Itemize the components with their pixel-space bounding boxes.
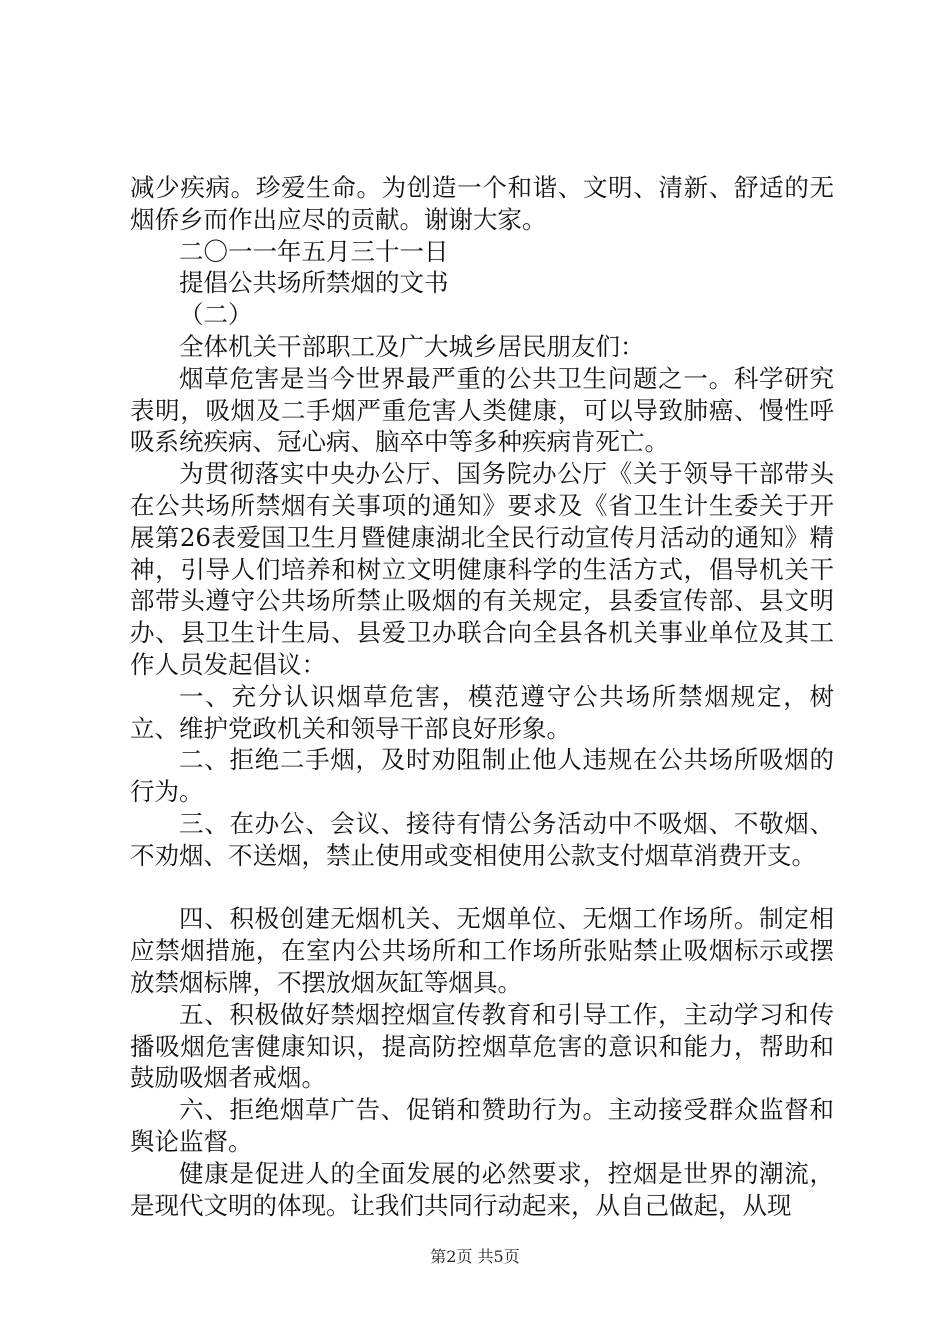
paragraph-item-1: 一、充分认识烟草危害，模范遵守公共场所禁烟规定，树立、维护党政机关和领导干部良好形象。	[130, 681, 834, 743]
page-number-label: 第2页 共5页	[430, 1247, 520, 1266]
paragraph-date: 二〇一一年五月三十一日	[179, 236, 449, 266]
page-footer	[0, 1244, 950, 1267]
paragraph-title: 提倡公共场所禁烟的文书	[179, 268, 449, 298]
document-body	[130, 172, 834, 1221]
paragraph-closing-continuation: 减少疾病。珍爱生命。为创造一个和谐、文明、清新、舒适的无烟侨乡而作出应尽的贡献。谢谢大家。	[130, 173, 834, 234]
paragraph-item-4: 四、积极创建无烟机关、无烟单位、无烟工作场所。制定相应禁烟措施，在室内公共场所和工作场所张贴禁止吸烟标示或摆放禁烟标牌，不摆放烟灰缸等烟具。	[130, 904, 834, 997]
paragraph-purpose: 为贯彻落实中央办公厅、国务院办公厅《关于领导干部带头在公共场所禁烟有关事项的通知》要求及《省卫生计生委关于开展第26表爱国卫生月暨健康湖北全民行动宣传月活动的通知》精神，引导人们培养和树立文明健康科学的生活方式，倡导机关干部带头遵守公共场所禁止吸烟的有关规定，县委宣传部、县文明办、县卫生计生局、县爱卫办联合向全县各机关事业单位及其工作人员发起倡议：	[130, 459, 834, 679]
paragraph-item-2: 二、拒绝二手烟，及时劝阻制止他人违规在公共场所吸烟的行为。	[130, 745, 834, 807]
paragraph-conclusion: 健康是促进人的全面发展的必然要求，控烟是世界的潮流，是现代文明的体现。让我们共同行动起来，从自己做起，从现	[130, 1158, 834, 1220]
paragraph-item-5: 五、积极做好禁烟控烟宣传教育和引导工作，主动学习和传播吸烟危害健康知识，提高防控烟草危害的意识和能力，帮助和鼓励吸烟者戒烟。	[130, 999, 834, 1093]
paragraph-subtitle: （二）	[179, 300, 253, 330]
paragraph-item-6: 六、拒绝烟草广告、促销和赞助行为。主动接受群众监督和舆论监督。	[130, 1095, 834, 1156]
paragraph-item-3: 三、在办公、会议、接待有情公务活动中不吸烟、不敬烟、不劝烟、不送烟，禁止使用或变相使用公款支付烟草消费开支。	[130, 808, 834, 870]
paragraph-salutation: 全体机关干部职工及广大城乡居民朋友们：	[179, 331, 645, 361]
paragraph-intro: 烟草危害是当今世界最严重的公共卫生问题之一。科学研究表明，吸烟及二手烟严重危害人类健康，可以导致肺癌、慢性呼吸系统疾病、冠心病、脑卒中等多种疾病肯死亡。	[130, 363, 834, 457]
